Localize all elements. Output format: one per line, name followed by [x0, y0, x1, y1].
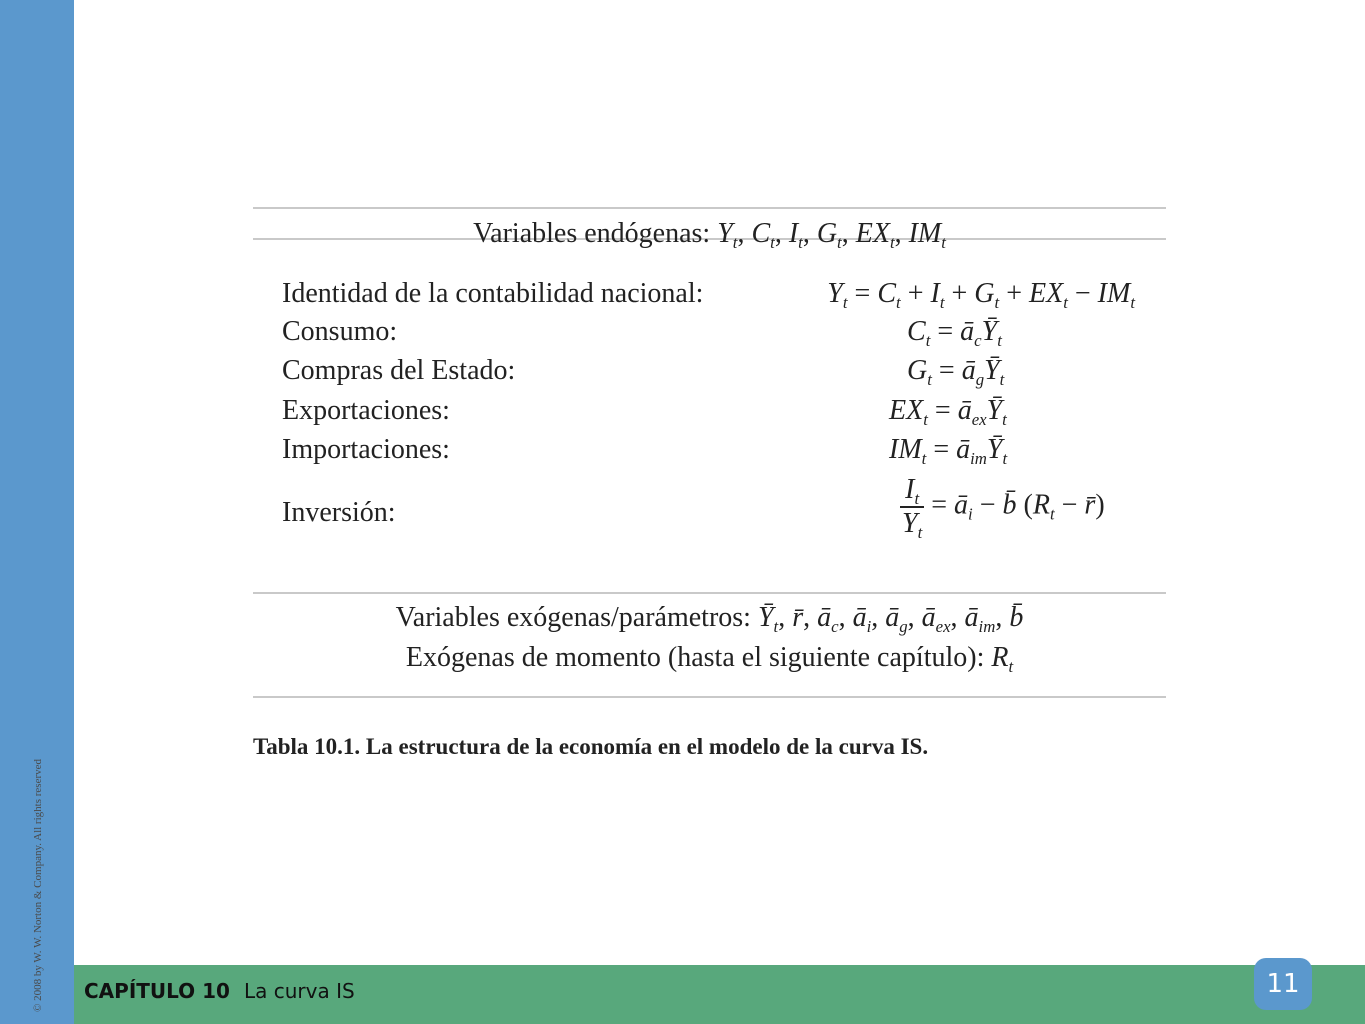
- row-label-investment: Inversión:: [282, 497, 396, 528]
- row-label-consumption: Consumo:: [282, 316, 398, 347]
- table-rule-top: [253, 207, 1166, 209]
- row-label-imports: Importaciones:: [282, 434, 450, 465]
- chapter-heading: [84, 979, 355, 1003]
- page-number-badge: 11: [1254, 958, 1312, 1010]
- momentary-exogenous-line: Exógenas de momento (hasta el siguiente capítulo): $R_t$: [405, 642, 1014, 676]
- equation-consumption: $C_t$ = $ā_cȲ_t$: [907, 316, 1002, 350]
- chapter-title: La curva IS: [243, 979, 355, 1003]
- equation-government: $G_t$ = $ā_gȲ_t$: [907, 355, 1005, 389]
- investment-fraction: $\frac{I_t}{Y_t}$: [902, 474, 923, 542]
- table-rule-bottom: [253, 696, 1166, 698]
- equation-identity: $Y_t = C_t + I_t + G_t + EX_t - IM_t$: [827, 278, 1135, 312]
- equation-imports: $IM_t$ = $ā_{im}Ȳ_t$: [889, 434, 1008, 468]
- left-sidebar: [0, 0, 74, 1024]
- row-label-identity: Identidad de la contabilidad nacional:: [282, 278, 704, 309]
- equation-exports: $EX_t$ = $ā_{ex}Ȳ_t$: [889, 395, 1007, 429]
- row-label-government: Compras del Estado:: [282, 355, 516, 386]
- exogenous-label: Variables exógenas/parámetros:: [395, 602, 751, 633]
- copyright-notice: © 2008 by W. W. Norton & Company. All rights reserved: [32, 759, 44, 1012]
- table-rule-body: [253, 592, 1166, 594]
- endogenous-variables-line: Variables endógenas: $Y_t$, $C_t$, $I_t$, $G_t$, $EX_t$, $IM_t$: [473, 218, 946, 252]
- table-caption: Tabla 10.1. La estructura de la economía en el modelo de la curva IS.: [253, 734, 929, 759]
- endogenous-label: Variables endógenas:: [473, 218, 711, 249]
- row-label-exports: Exportaciones:: [282, 395, 450, 426]
- chapter-label: CAPÍTULO 10: [84, 979, 230, 1003]
- equation-investment: $\frac{I_t}{Y_t}$ = $ā_i$ − b̄ ($R_t$ − r̄): [902, 474, 1105, 542]
- momentary-label: Exógenas de momento (hasta el siguiente capítulo):: [405, 642, 985, 673]
- footer-bar: [74, 965, 1365, 1024]
- exogenous-parameters-line: Variables exógenas/parámetros: $Ȳ_t$, r̄, $ā_c$, $ā_i$, $ā_g$, $ā_{ex}$, $ā_{im}$, b̄: [395, 602, 1024, 636]
